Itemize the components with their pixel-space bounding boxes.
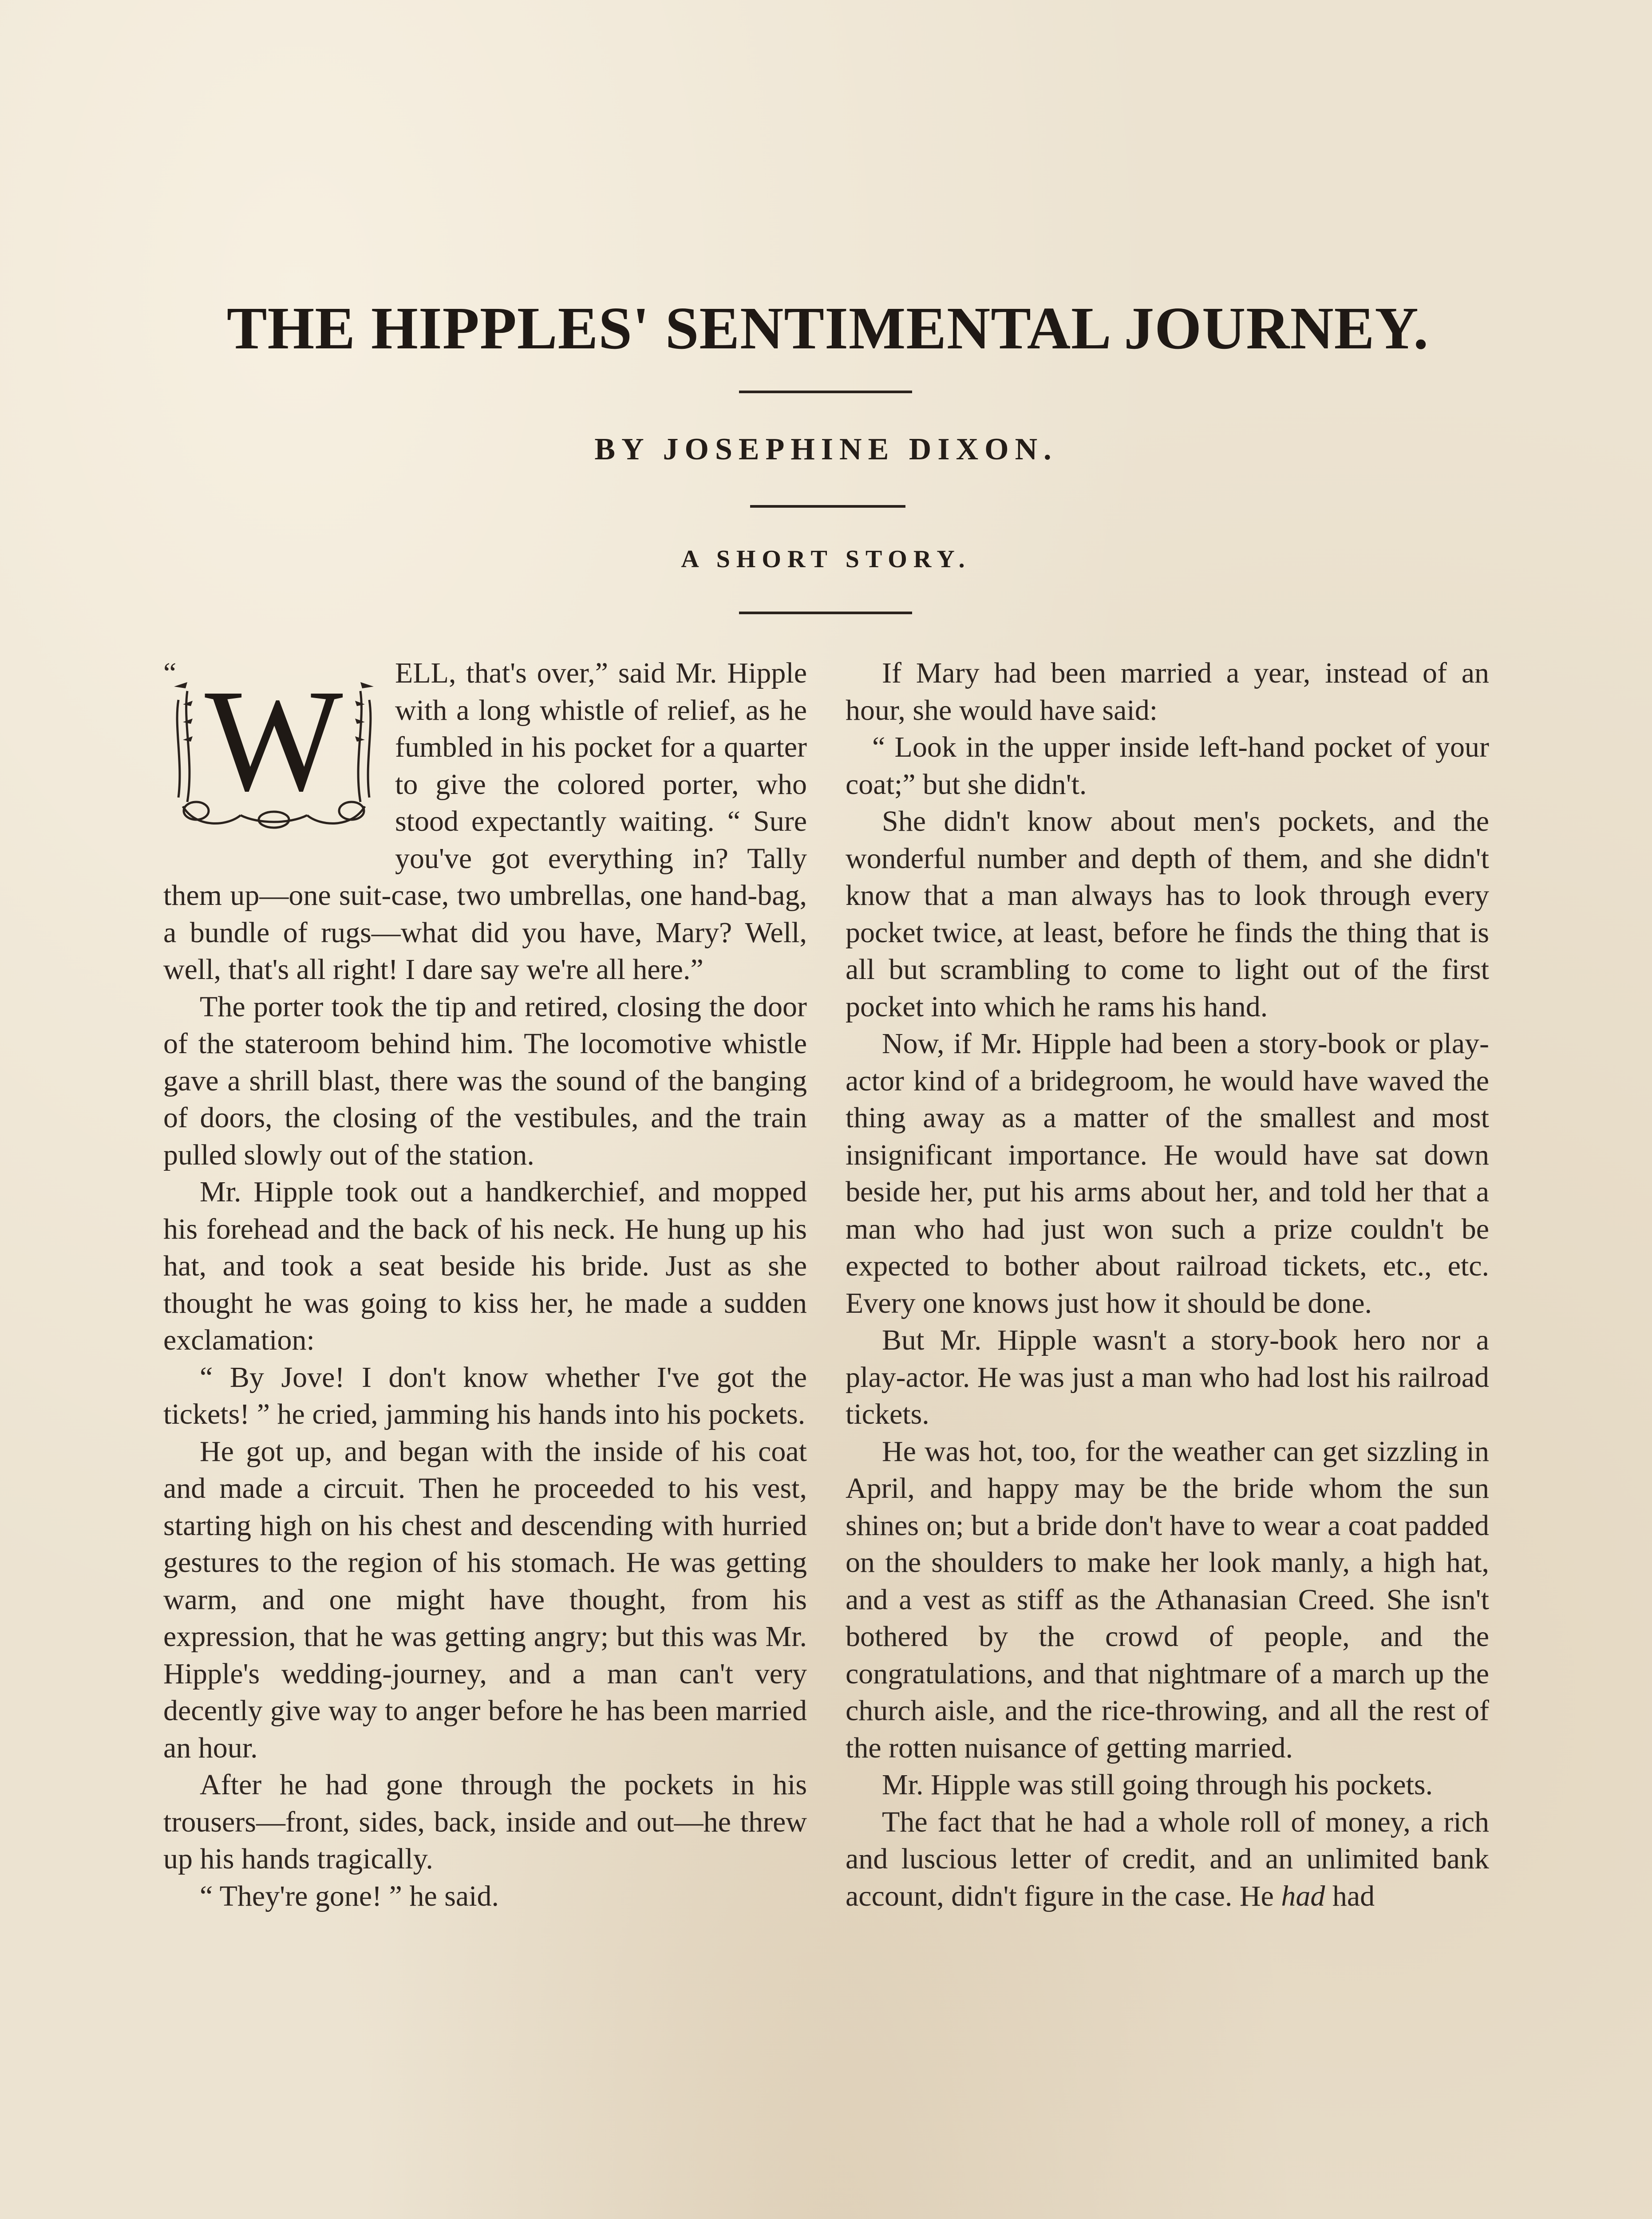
paragraph: If Mary had been married a year, instead of an hour, she would have said: bbox=[846, 657, 1489, 727]
left-column bbox=[163, 655, 807, 1915]
kicker-rule bbox=[739, 612, 912, 614]
ornamental-initial-w-icon bbox=[170, 673, 378, 831]
drop-cap-letter: W bbox=[205, 673, 343, 821]
paragraph-continued bbox=[846, 1804, 1489, 1915]
article-title: THE HIPPLES' SENTIMENTAL JOURNEY. bbox=[226, 295, 1429, 362]
title-rule bbox=[739, 391, 912, 393]
paragraph: He got up, and began with the inside of his coat and made a circuit. Then he proceeded to his vest, starting high on his chest and descending with hurried gestures to the region of his stomach. He was getting warm, and one might have thought, from his expression, that he was getting angry; but this was Mr. Hipple's wedding-journey, and a man can't very decently give way to anger before he has been married an hour. bbox=[163, 1435, 807, 1764]
paragraph: The porter took the tip and retired, closing the door of the stateroom behind him. The locomotive whistle gave a shrill blast, there was the sound of the banging of doors, the closing of the vestibules, and the train pulled slowly out of the station. bbox=[163, 990, 807, 1171]
paragraph: “ By Jove! I don't know whether I've got the tickets! ” he cried, jamming his hands into his pockets. bbox=[163, 1361, 807, 1430]
paragraph: But Mr. Hipple wasn't a story-book hero nor a play-actor. He was just a man who had lost his railroad tickets. bbox=[846, 1324, 1489, 1430]
drop-cap-quote: “ bbox=[163, 657, 177, 689]
right-column bbox=[846, 655, 1489, 1915]
story-kicker: A SHORT STORY. bbox=[681, 545, 971, 573]
text-run: The fact that he had a whole roll of money, a rich and luscious letter of credit, and an unlimited bank account, didn't figure in the case. He bbox=[846, 1805, 1489, 1912]
text-run: had bbox=[1325, 1879, 1375, 1912]
paragraph: “ Look in the upper inside left-hand pocket of your coat;” but she didn't. bbox=[846, 731, 1489, 801]
paragraph: Mr. Hipple was still going through his pockets. bbox=[882, 1769, 1433, 1801]
emphasized-word: had bbox=[1281, 1879, 1325, 1912]
byline: BY JOSEPHINE DIXON. bbox=[594, 432, 1058, 466]
byline-rule bbox=[750, 505, 905, 508]
paragraph: After he had gone through the pockets in his trousers—front, sides, back, inside and out—he threw up his hands tragically. bbox=[163, 1769, 807, 1875]
paragraph: She didn't know about men's pockets, and the wonderful number and depth of them, and she didn't know that a man always has to look through every pocket twice, at least, before he finds the thing that is all but scrambling to come to light out of the first pocket into which he rams his hand. bbox=[846, 805, 1489, 1023]
paragraph: ELL, that's over,” said Mr. Hipple with a long whistle of relief, as he fumbled in his pocket for a quarter to give the colored porter, who stood expectantly waiting. “ Sure you've got everything in? Tally them up—one suit-case, two umbrellas, one hand-bag, a bundle of rugs—what did you have, Mary? Well, well, that's all right! I dare say we're all here.” bbox=[163, 657, 807, 986]
paragraph: He was hot, too, for the weather can get sizzling in April, and happy may be the bride whom the sun shines on; but a bride don't have to wear a coat padded on the shoulders to make her look manly, a high hat, and a vest as stiff as the Athanasian Creed. She isn't bothered by the crowd of people, and the congratulations, and that nightmare of a march up the church aisle, and the rice-throwing, and all the rest of the rotten nuisance of getting married. bbox=[846, 1435, 1489, 1764]
paragraph: Now, if Mr. Hipple had been a story-book or play-actor kind of a bridegroom, he would have waved the thing away as a matter of the smallest and most insignificant importance. He would have sat down beside her, put his arms about her, and told her that a man who had just won such a prize couldn't be expected to bother about railroad tickets, etc., etc. Every one knows just how it should be done. bbox=[846, 1027, 1489, 1319]
drop-cap bbox=[163, 657, 385, 842]
paragraph: Mr. Hipple took out a handkerchief, and mopped his forehead and the back of his neck. He hung up his hat, and took a seat beside his bride. Just as she thought he was going to kiss her, he made a sudden exclamation: bbox=[163, 1176, 807, 1356]
paragraph: “ They're gone! ” he said. bbox=[200, 1879, 499, 1912]
